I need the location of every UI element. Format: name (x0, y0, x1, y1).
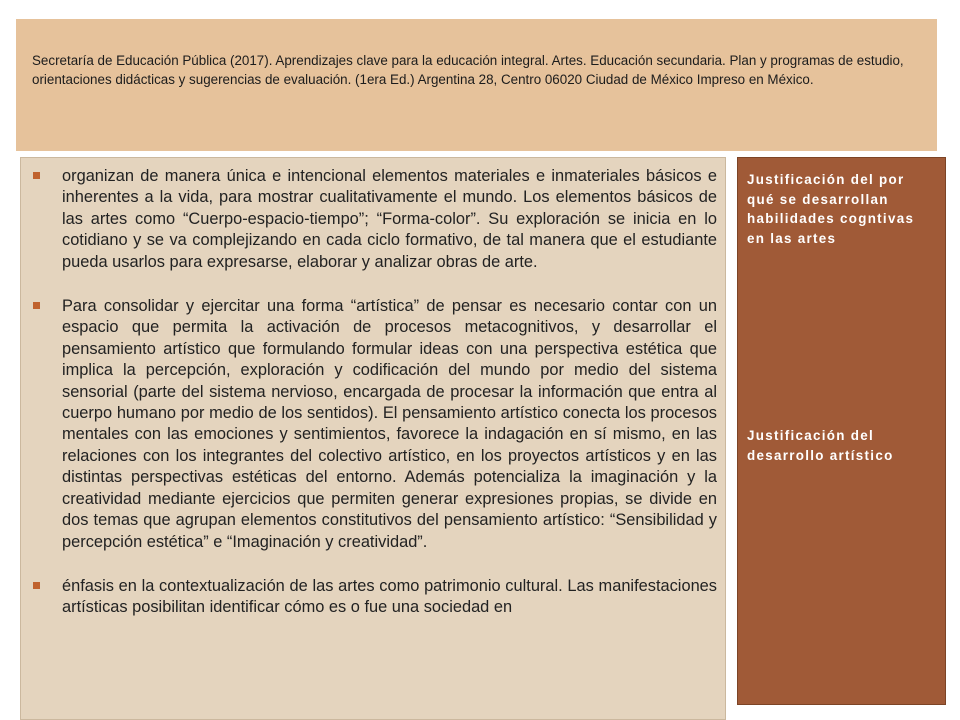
citation-text: Secretaría de Educación Pública (2017). Aprendizajes clave para la educación integral. Artes. Educación secundaria. Plan y programas de estudio, orientaciones didácticas y sugerencias de evaluación. (1era Ed.) Argentina 28, Centro 06020 Ciudad de México Impreso en México. (32, 53, 904, 87)
content-panel (20, 157, 726, 720)
sidebar-heading-artistic: Justificación del desarrollo artístico (747, 428, 894, 463)
bullet-text: énfasis en la contextualización de las artes como patrimonio cultural. Las manifestaciones artísticas posibilitan identificar cómo es o fue una sociedad en (62, 576, 717, 617)
sidebar-heading-cognitive: Justificación del por qué se desarrollan habilidades cogntivas en las artes (747, 172, 915, 246)
square-bullet-icon (33, 302, 40, 309)
citation-banner (16, 19, 937, 151)
list-item (33, 296, 717, 553)
bullet-text: organizan de manera única e intencional elementos materiales e inmateriales básicos e inherentes a la vida, para mostrar cualitativamente el mundo. Los elementos básicos de las artes como “Cuerpo-espacio-tiempo”; “Forma-color”. Su exploración se inicia en lo cotidiano y se va complejizando en cada ciclo formativo, de tal manera que el estudiante pueda usarlos para expresarse, elaborar y analizar obras de arte. (62, 167, 717, 271)
list-item (33, 166, 717, 273)
list-item (33, 576, 717, 619)
sidebar-panel (737, 157, 946, 705)
bullet-list (21, 158, 725, 619)
bullet-text: Para consolidar y ejercitar una forma “artística” de pensar es necesario contar con un espacio que permita la activación de procesos metacognitivos, y desarrollar el pensamiento artístico que formulando formular ideas con una perspectiva estética que implica la percepción, exploración y codificación del mundo por medio del sistema sensorial (parte del sistema nervioso, encargada de procesar la información que entra al cuerpo humano por medio de los sentidos). El pensamiento artístico conecta los procesos mentales con las emociones y sentimientos, favorece la indagación en sí mismo, en las relaciones con los integrantes del colectivo artístico, en los proyectos artísticos y en las distintas perspectivas estéticas del entorno. Además potencializa la imaginación y la creatividad mediante ejercicios que permiten generar expresiones propias, se divide en dos temas que agrupan elementos constitutivos del pensamiento artístico: “Sensibilidad y percepción estética” e “Imaginación y creatividad”. (62, 297, 717, 551)
square-bullet-icon (33, 172, 40, 179)
square-bullet-icon (33, 582, 40, 589)
